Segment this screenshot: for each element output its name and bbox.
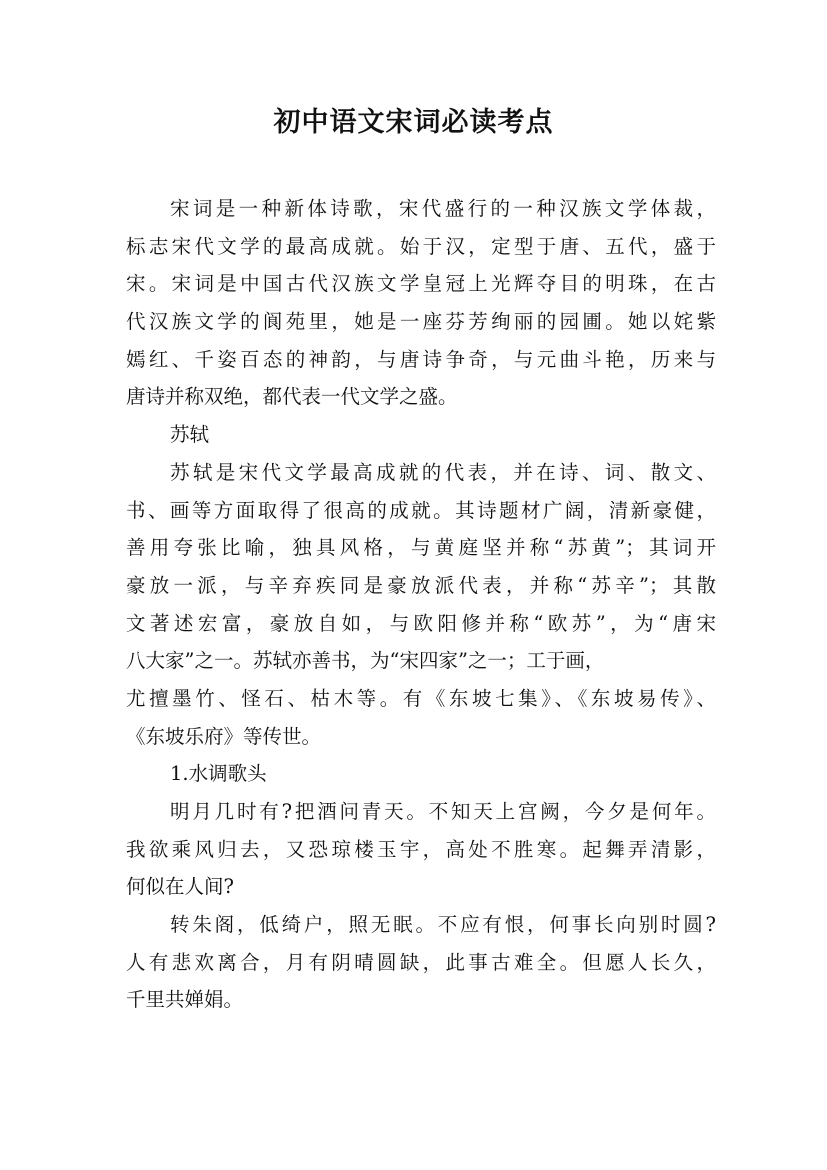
text-line: 宋词是一种新体诗歌，宋代盛行的一种汉族文学体裁， [170,197,716,220]
text-line: 明月几时有?把酒问青天。不知天上宫阙，今夕是何年。 [170,800,716,823]
text-line: 书、画等方面取得了很高的成就。其诗题材广阔，清新豪健， [126,498,716,522]
text-line: 我欲乘风归去，又恐琼楼玉宇，高处不胜寒。起舞弄清影， [126,837,716,861]
text-line: 苏轼是宋代文学最高成就的代表，并在诗、词、散文、 [170,460,716,484]
text-line: 转朱阁，低绮户，照无眠。不应有恨，何事长向别时圆? [170,913,716,937]
text-line: 唐诗并称双绝，都代表一代文学之盛。 [126,385,458,409]
text-line: 千里共婵娟。 [126,988,244,1012]
text-line: 豪放一派，与辛弃疾同是豪放派代表，并称“苏辛”；其散 [126,573,716,597]
text-line: 尤擅墨竹、怪石、枯木等。有《东坡七集》、《东坡易传》、 [126,686,716,710]
text-line: 人有悲欢离合，月有阴晴圆缺，此事古难全。但愿人长久， [126,950,716,974]
text-line: 《东坡乐府》等传世。 [126,724,322,748]
document-body [126,190,716,1019]
text-line: 宋。宋词是中国古代汉族文学皇冠上光辉夺目的明珠，在古 [126,272,716,296]
text-line: 标志宋代文学的最高成就。始于汉，定型于唐、五代，盛于 [126,234,716,258]
text-line: 1.水调歌头 [170,762,267,786]
text-line: 何似在人间? [126,875,234,899]
document-title: 初中语文宋词必读考点 [273,107,554,138]
text-line: 文著述宏富，豪放自如，与欧阳修并称“欧苏”，为“唐宋 [126,611,716,635]
text-line: 八大家”之一。苏轼亦善书，为“宋四家”之一；工于画， [126,649,605,673]
text-line: 代汉族文学的阆苑里，她是一座芬芳绚丽的园圃。她以姹紫 [126,310,716,334]
text-line: 苏轼 [170,423,210,447]
text-line: 嫣红、千姿百态的神韵，与唐诗争奇，与元曲斗艳，历来与 [126,347,716,371]
text-line: 善用夸张比喻，独具风格，与黄庭坚并称“苏黄”；其词开 [126,536,716,560]
